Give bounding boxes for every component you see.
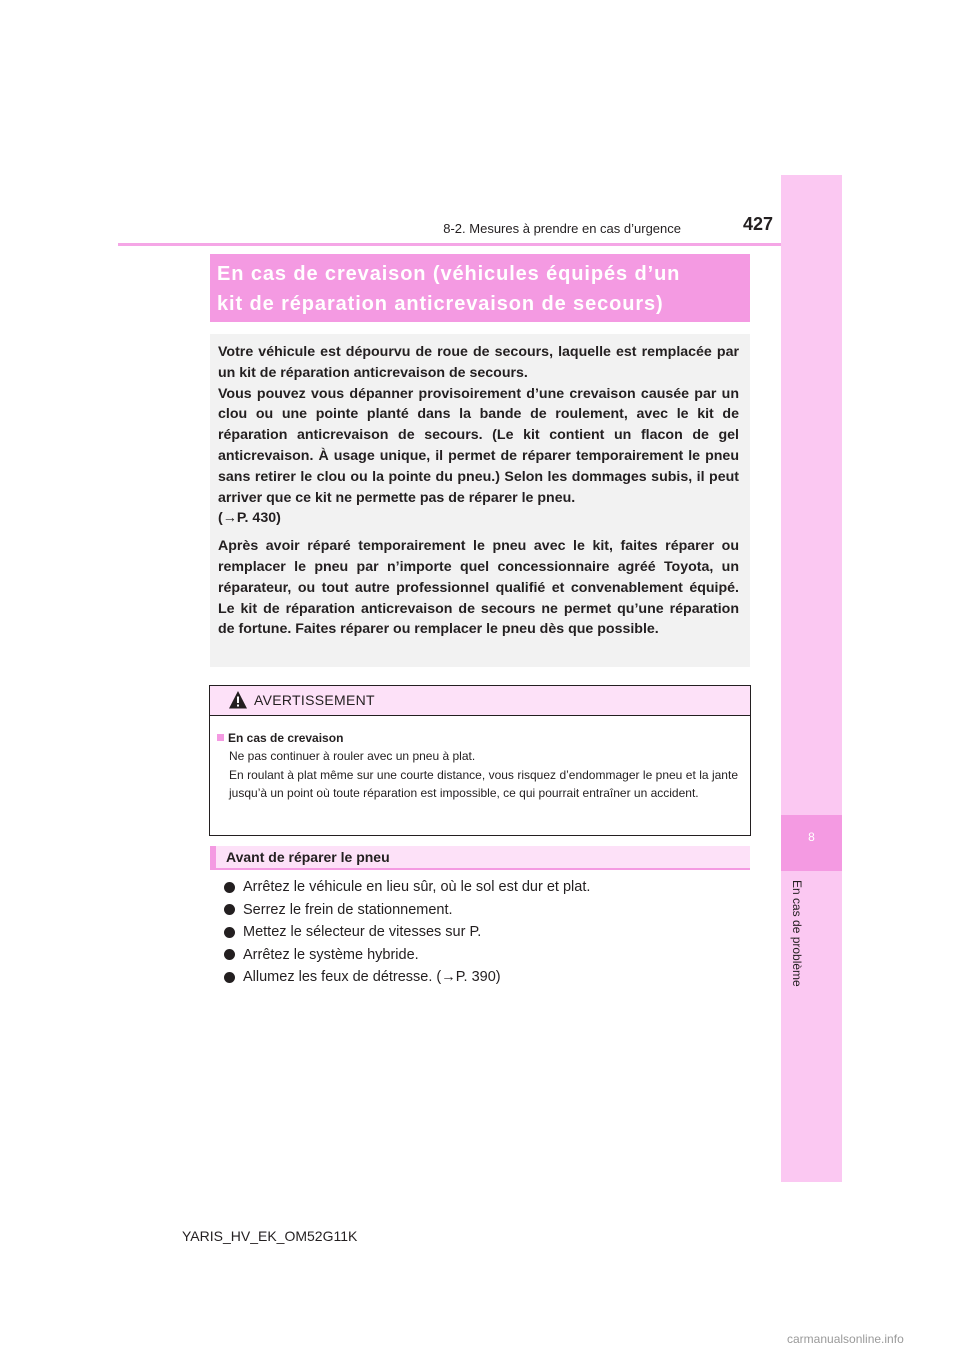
list-item-text: Allumez les feux de détresse. (→P. 390) (243, 969, 501, 985)
list-item-text: Arrêtez le système hybride. (243, 946, 419, 963)
page-number: 427 (742, 214, 773, 234)
bullet-dot-icon (224, 882, 235, 893)
intro-paragraph-1: Votre véhicule est dépourvu de roue de secours, laquelle est remplacée par un kit de réparation anticrevaison de secours. (218, 344, 739, 381)
bullet-dot-icon (224, 949, 235, 960)
list-item-text: Serrez le frein de stationnement. (243, 901, 453, 918)
list-item (224, 921, 744, 944)
list-item (224, 966, 744, 989)
before-repair-list (224, 876, 744, 989)
intro-paragraph-3: Après avoir réparé temporairement le pneu avec le kit, faites réparer ou remplacer le pneu par n’importe quel concessionnaire agréé Toyota, un réparateur, ou tout autre professionnel qualifié et convenablement équipé. Le kit de réparation anticrevaison de secours ne permet qu’une réparation de fortune. Faites réparer ou remplacer le pneu dès que possible. (218, 538, 739, 638)
list-item-text: Arrêtez le véhicule en lieu sûr, où le sol est dur et plat. (243, 879, 591, 895)
warning-triangle-icon (228, 690, 248, 715)
bullet-dot-icon (224, 972, 235, 983)
footer-document-code: YARIS_HV_EK_OM52G11K (182, 1228, 358, 1244)
before-repair-heading: Avant de réparer le pneu (226, 849, 390, 865)
intro-paragraph-2-reference: (→P. 430) (218, 510, 281, 527)
warning-heading (217, 729, 738, 747)
list-item (224, 899, 744, 922)
page-title-line-1: En cas de crevaison (véhicules équipés d’un (217, 263, 681, 285)
side-tab-chapter-label: En cas de problème (790, 880, 804, 987)
warning-line-1: Ne pas continuer à rouler avec un pneu à plat. (229, 749, 476, 764)
before-repair-heading-bar (210, 846, 216, 870)
list-item (224, 876, 744, 899)
side-tab-chapter-number: 8 (808, 830, 815, 844)
bullet-dot-icon (224, 904, 235, 915)
list-item (224, 944, 744, 967)
section-label: 8-2. Mesures à prendre en cas d’urgence (443, 221, 681, 236)
page-title-line-2: kit de réparation anticrevaison de secours) (217, 293, 664, 315)
before-repair-heading-box (210, 846, 750, 870)
header-rule (118, 243, 841, 246)
warning-line-2: En roulant à plat même sur une courte distance, vous risquez d’endommager le pneu et la jante jusqu’à un point où toute réparation est impossible, ce qui pourrait entraîner un accident. (229, 767, 738, 801)
warning-title: AVERTISSEMENT (254, 692, 375, 708)
watermark: carmanualsonline.info (787, 1332, 904, 1346)
warning-header (210, 686, 750, 716)
bullet-dot-icon (224, 927, 235, 938)
square-bullet-icon (217, 734, 224, 741)
list-item-text: Mettez le sélecteur de vitesses sur P. (243, 924, 482, 940)
warning-box (209, 685, 751, 836)
intro-paragraph-2: Vous pouvez vous dépanner provisoirement d’une crevaison causée par un clou ou une pointe planté dans la bande de roulement, avec le kit de réparation anticrevaison de secours. (Le kit contient un flacon de gel anticrevaison. À usage unique, il permet de réparer temporairement le pneu sans retirer le clou ou la pointe du pneu.) Selon les dommages subis, il peut arriver que ce kit ne permette pas de réparer le pneu. (218, 385, 739, 506)
intro-text (218, 342, 739, 640)
side-tab (781, 175, 842, 1182)
page-title (217, 259, 742, 319)
warning-heading-text: En cas de crevaison (228, 731, 344, 745)
warning-body (217, 729, 738, 803)
